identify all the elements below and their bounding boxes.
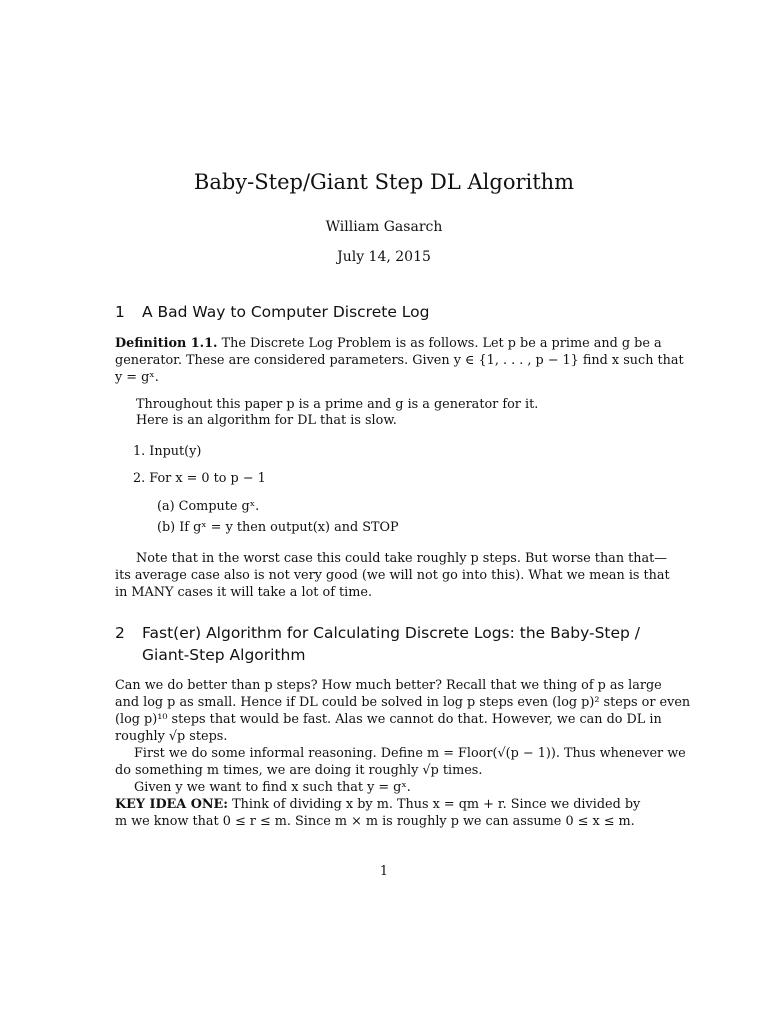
date: July 14, 2015 [337, 249, 431, 265]
key-idea-text-1: Think of dividing x by m. Thus x = qm + r. Since we divided by [232, 797, 641, 812]
intro-line-2: Here is an algorithm for DL that is slow. [136, 413, 397, 428]
reasoning-line-2: do something m times, we are doing it roughly √p times. [115, 763, 483, 778]
section-2-title-line-2: Giant-Step Algorithm [142, 646, 306, 664]
paper-title: Baby-Step/Giant Step DL Algorithm [193, 170, 575, 194]
reasoning-line-1: First we do some informal reasoning. Define m = Floor(√(p − 1)). Thus whenever we [134, 746, 686, 761]
algorithm-step-2: 2. For x = 0 to p − 1 [133, 471, 266, 486]
page-number: 1 [379, 864, 389, 879]
section-2-number: 2 [115, 624, 125, 642]
given-line: Given y we want to find x such that y = gˣ. [134, 780, 411, 795]
definition-line-3: y = gˣ. [115, 370, 159, 385]
body-line-2: and log p as small. Hence if DL could be solved in log p steps even (log p)² steps or even [115, 695, 691, 710]
section-2-title-line-1: Fast(er) Algorithm for Calculating Discrete Logs: the Baby-Step / [142, 624, 641, 642]
section-1-title: A Bad Way to Computer Discrete Log [142, 303, 430, 321]
section-1-heading [115, 303, 429, 321]
note-line-2: its average case also is not very good (we will not go into this). What we mean is that [115, 568, 670, 583]
definition-text-1: The Discrete Log Problem is as follows. Let p be a prime and g be a [221, 336, 662, 351]
body-line-3: (log p)¹⁰ steps that would be fast. Alas we cannot do that. However, we can do DL in [115, 712, 662, 727]
algorithm-step-2b: (b) If gˣ = y then output(x) and STOP [157, 520, 399, 535]
section-2-heading [115, 624, 640, 642]
intro-line-1: Throughout this paper p is a prime and g is a generator for it. [136, 397, 539, 412]
body-line-1: Can we do better than p steps? How much better? Recall that we thing of p as large [115, 678, 662, 693]
algorithm-step-1: 1. Input(y) [133, 444, 202, 459]
body-line-4: roughly √p steps. [115, 729, 228, 744]
algorithm-step-2a: (a) Compute gˣ. [157, 499, 260, 514]
definition-line-1 [115, 336, 662, 351]
key-idea-line-1 [115, 797, 640, 812]
section-1-number: 1 [115, 303, 125, 321]
key-idea-line-2: m we know that 0 ≤ r ≤ m. Since m × m is roughly p we can assume 0 ≤ x ≤ m. [115, 814, 635, 829]
key-idea-label: KEY IDEA ONE: [115, 797, 229, 812]
definition-line-2: generator. These are considered parameters. Given y ∈ {1, . . . , p − 1} find x such that [115, 353, 684, 368]
author: William Gasarch [325, 219, 443, 235]
note-line-1: Note that in the worst case this could take roughly p steps. But worse than that— [136, 551, 668, 566]
note-line-3: in MANY cases it will take a lot of time. [115, 585, 373, 600]
definition-label: Definition 1.1. [115, 336, 218, 351]
